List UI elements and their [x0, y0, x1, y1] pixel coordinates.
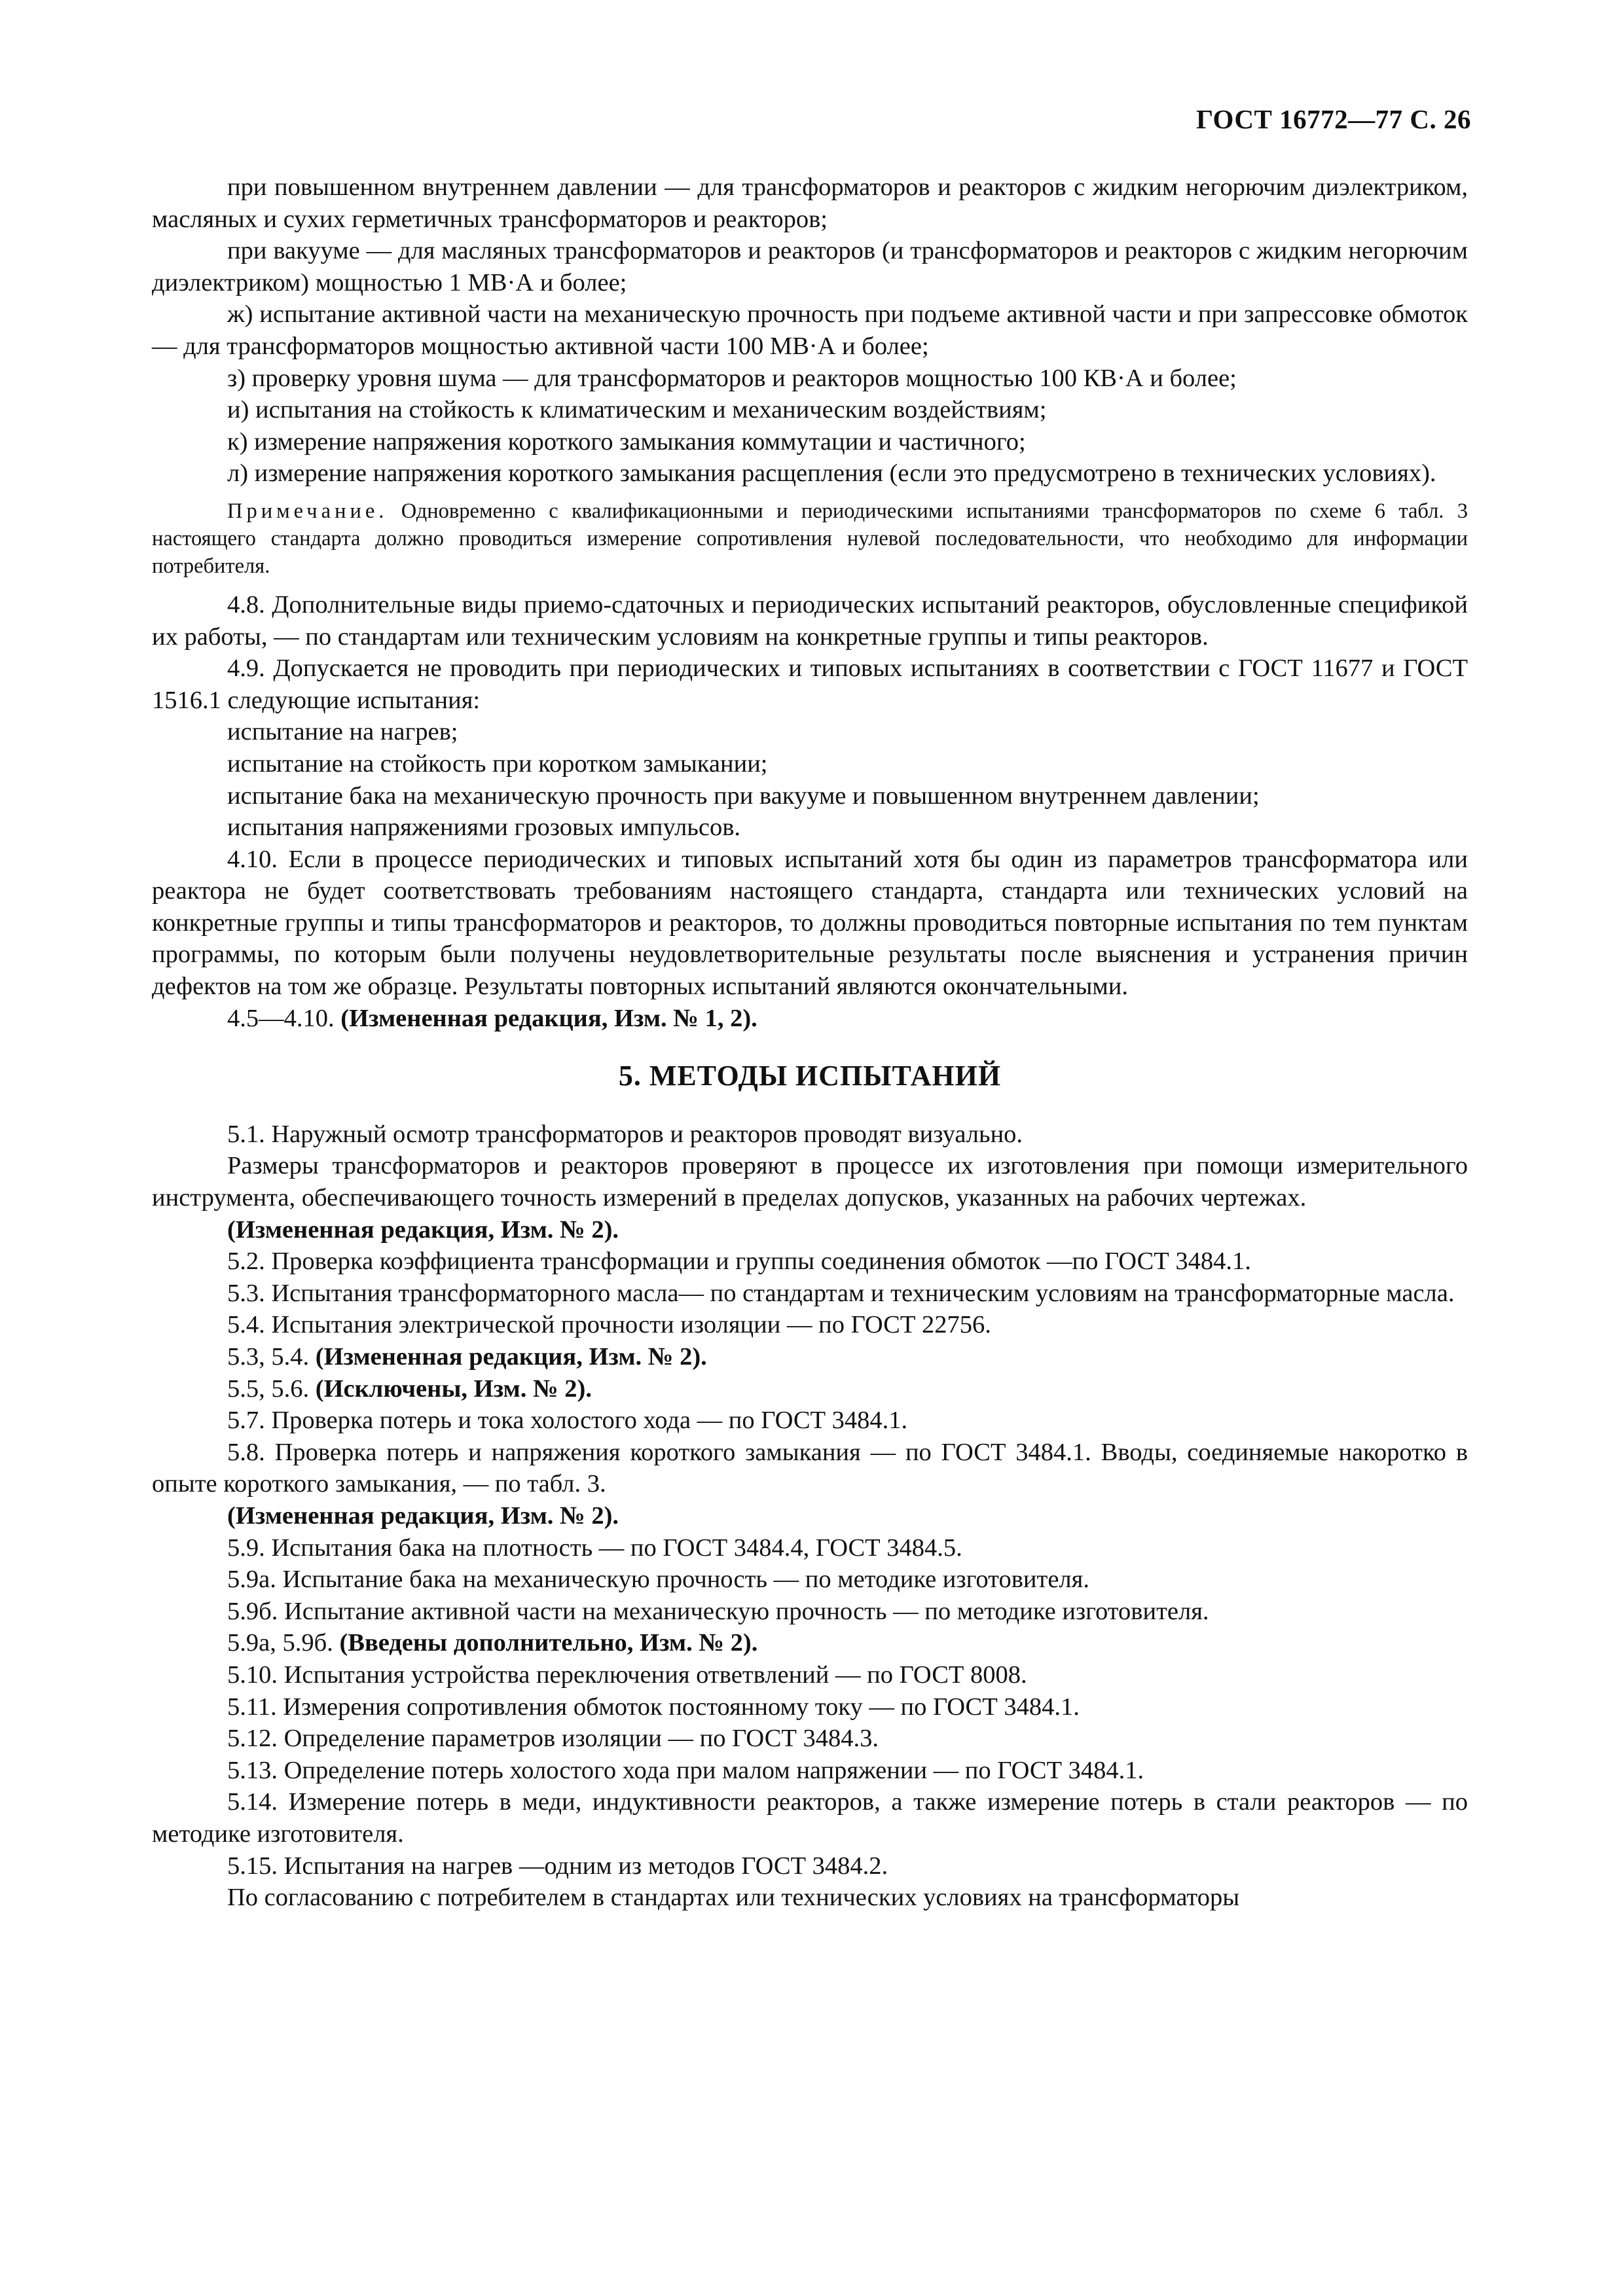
clause-5-2: 5.2. Проверка коэффициента трансформации и группы соединения обмоток —по ГОСТ 3484.1.	[227, 1247, 1251, 1276]
list-item: испытания напряжениями грозовых импульсов.	[227, 814, 741, 842]
list-item: испытание на нагрев;	[227, 718, 458, 746]
clause-5-3: 5.3. Испытания трансформаторного масла— по стандартам и техническим условиям на трансформаторные масла.	[227, 1279, 1455, 1307]
amendment-bold: (Измененная редакция, Изм. № 2).	[227, 1501, 619, 1530]
clause-5-9a: 5.9а. Испытание бака на механическую прочность — по методике изготовителя.	[227, 1566, 1089, 1594]
clause-5-9b: 5.9б. Испытание активной части на механическую прочность — по методике изготовителя.	[227, 1597, 1209, 1625]
amendment-prefix: 4.5—4.10.	[227, 1004, 341, 1032]
clause-5-7: 5.7. Проверка потерь и тока холостого хода — по ГОСТ 3484.1.	[227, 1407, 908, 1435]
clause-4-8: 4.8. Дополнительные виды приемо-сдаточных и периодических испытаний реакторов, обусловленные спецификой их работы, — по стандартам или техническим условиям на конкретные группы и типы реакторов.	[152, 590, 1468, 651]
amendment-bold: (Исключены, Изм. № 2).	[315, 1374, 592, 1403]
clause-5-13: 5.13. Определение потерь холостого хода при малом напряжении — по ГОСТ 3484.1.	[227, 1756, 1144, 1784]
paragraph: при повышенном внутреннем давлении — для трансформаторов и реакторов с жидким негорючим диэлектриком, масляных и сухих герметичных трансформаторов и реакторов;	[152, 173, 1468, 233]
clause-5-8: 5.8. Проверка потерь и напряжения короткого замыкания — по ГОСТ 3484.1. Вводы, соединяемые накоротко в опыте короткого замыкания, — по табл. 3.	[152, 1438, 1468, 1498]
clause-5-10: 5.10. Испытания устройства переключения ответвлений — по ГОСТ 8008.	[227, 1660, 1027, 1689]
clause-5-12: 5.12. Определение параметров изоляции — по ГОСТ 3484.3.	[227, 1725, 879, 1753]
paragraph: Размеры трансформаторов и реакторов проверяют в процессе их изготовления при помощи измерительного инструмента, обеспечивающего точность измерений в пределах допусков, указанных на рабочих чертежах.	[152, 1152, 1468, 1212]
list-item-z: з) проверку уровня шума — для трансформаторов и реакторов мощностью 100 КВ·А и более;	[227, 364, 1237, 392]
amendment-bold: (Измененная редакция, Изм. № 2).	[315, 1343, 707, 1371]
section-title: 5. МЕТОДЫ ИСПЫТАНИЙ	[618, 1060, 1002, 1092]
amendment-note	[152, 1341, 1468, 1373]
clause-5-4: 5.4. Испытания электрической прочности изоляции — по ГОСТ 22756.	[227, 1311, 991, 1339]
clause-4-10: 4.10. Если в процессе периодических и типовых испытаний хотя бы один из параметров трансформатора или реактора не будет соответствовать требованиям настоящего стандарта, стандарта или технических условий на конкретные группы и типы трансформаторов и реакторов, то должны проводиться повторные испытания по тем пунктам программы, по которым были получены неудовлетворительные результаты после выяснения и устранения причин дефектов на том же образце. Результаты повторных испытаний являются окончательными.	[152, 845, 1468, 1001]
list-item-zh: ж) испытание активной части на механическую прочность при подъеме активной части и при запрессовке обмоток — для трансформаторов мощностью активной части 100 МВ·А и более;	[152, 300, 1468, 360]
clause-5-15: 5.15. Испытания на нагрев —одним из методов ГОСТ 3484.2.	[227, 1852, 888, 1880]
clause-5-1: 5.1. Наружный осмотр трансформаторов и реакторов проводят визуально.	[227, 1120, 1023, 1148]
amendment-note	[152, 1500, 1468, 1532]
amendment-prefix: 5.9а, 5.9б.	[227, 1629, 340, 1657]
clause-4-9: 4.9. Допускается не проводить при периодических и типовых испытаниях в соответствии с ГОСТ 11677 и ГОСТ 1516.1 следующие испытания:	[152, 655, 1468, 714]
list-item-l: л) измерение напряжения короткого замыкания расщепления (если это предусмотрено в технических условиях).	[227, 459, 1436, 488]
note	[152, 497, 1468, 580]
list-item-k: к) измерение напряжения короткого замыкания коммутации и частичного;	[227, 427, 1026, 456]
list-item-i: и) испытания на стойкость к климатическим и механическим воздействиям;	[227, 396, 1047, 424]
amendment-bold: (Введены дополнительно, Изм. № 2).	[339, 1629, 758, 1657]
amendment-bold: (Измененная редакция, Изм. № 1, 2).	[340, 1004, 757, 1032]
amendment-bold: (Измененная редакция, Изм. № 2).	[227, 1215, 619, 1244]
note-label: Примечание.	[227, 499, 388, 523]
list-item: испытание бака на механическую прочность при вакууме и повышенном внутреннем давлении;	[227, 781, 1260, 810]
amendment-note	[152, 1373, 1468, 1405]
clause-5-9: 5.9. Испытания бака на плотность — по ГОСТ 3484.4, ГОСТ 3484.5.	[227, 1534, 962, 1562]
amendment-note	[152, 1627, 1468, 1659]
page-header: ГОСТ 16772—77 С. 26	[1195, 104, 1471, 134]
document-body	[152, 171, 1468, 1914]
paragraph: при вакууме — для масляных трансформаторов и реакторов (и трансформаторов и реакторов с жидким негорючим диэлектриком) мощностью 1 МВ·А и более;	[152, 237, 1468, 296]
note-text: Одновременно с квалификационными и периодическими испытаниями трансформаторов по схеме 6 табл. 3 настоящего стандарта должно проводиться измерение сопротивления нулевой последовательности, что необходимо для информации потребителя.	[152, 499, 1468, 578]
amendment-prefix: 5.3, 5.4.	[227, 1343, 316, 1371]
clause-5-11: 5.11. Измерения сопротивления обмоток постоянному току — по ГОСТ 3484.1.	[227, 1693, 1080, 1721]
paragraph: По согласованию с потребителем в стандартах или технических условиях на трансформаторы	[227, 1884, 1240, 1912]
clause-5-14: 5.14. Измерение потерь в меди, индуктивности реакторов, а также измерение потерь в стали реакторов — по методике изготовителя.	[152, 1788, 1468, 1848]
list-item: испытание на стойкость при коротком замыкании;	[227, 749, 768, 778]
amendment-note	[152, 1003, 1468, 1035]
amendment-note	[152, 1214, 1468, 1246]
amendment-prefix: 5.5, 5.6.	[227, 1374, 316, 1403]
